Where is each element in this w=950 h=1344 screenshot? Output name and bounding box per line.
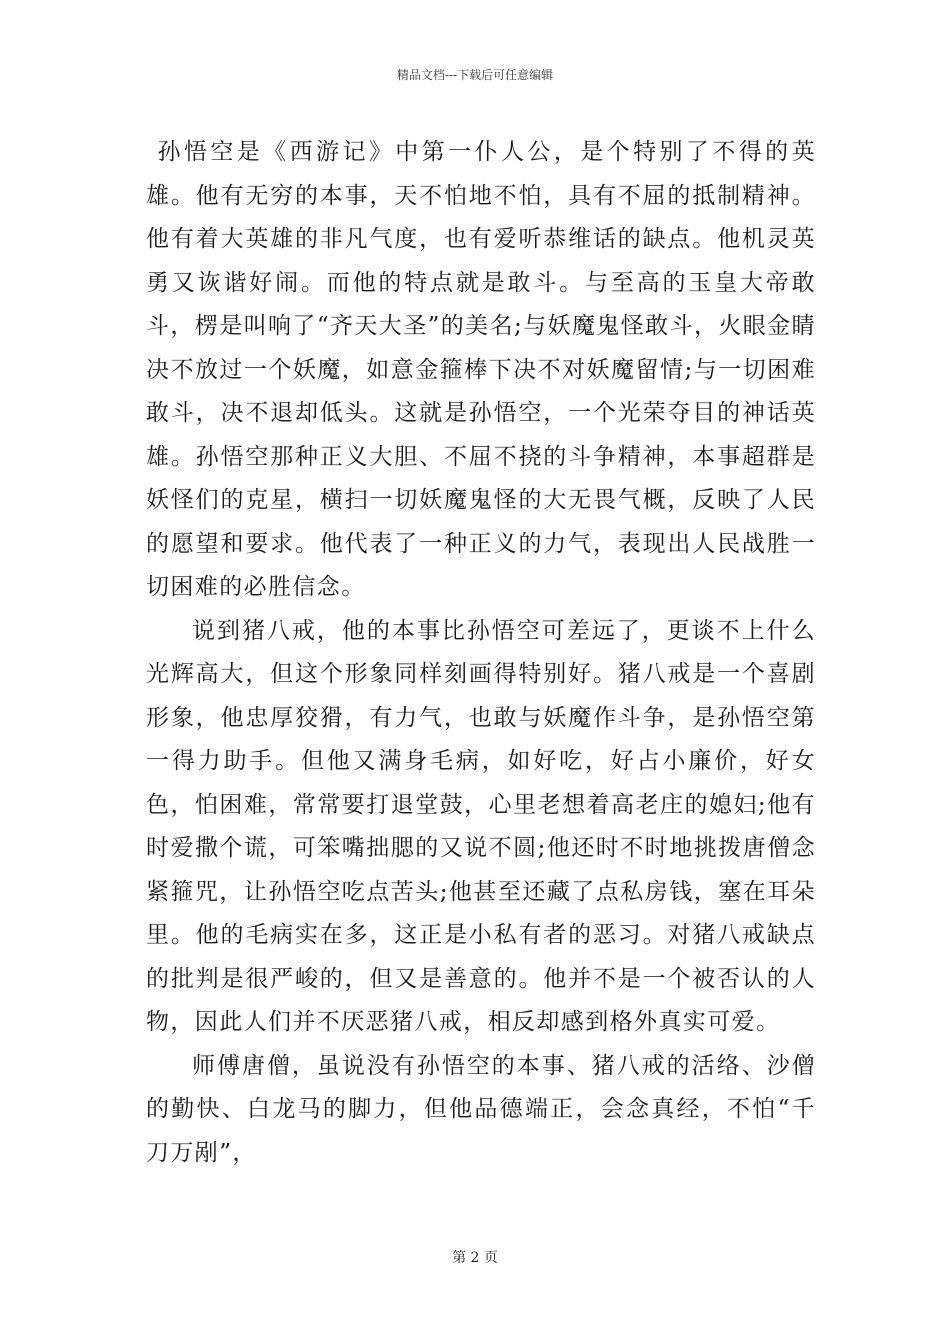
paragraph-tang-seng: 师傅唐僧，虽说没有孙悟空的本事、猪八戒的活络、沙僧的勤快、白龙马的脚力，但他品德端正，会念真经，不怕“千刀万剐”， bbox=[146, 1052, 816, 1166]
document-body bbox=[146, 131, 816, 1175]
page-number: 第 2 页 bbox=[452, 1250, 498, 1266]
paragraph-zhu-bajie: 说到猪八戒，他的本事比孙悟空可差远了，更谈不上什么光辉高大，但这个形象同样刻画得特别好。猪八戒是一个喜剧形象，他忠厚狡猾，有力气，也敢与妖魔作斗争，是孙悟空第一得力助手。但他又满身毛病，如好吃，好占小廉价，好女色，怕困难，常常要打退堂鼓，心里老想着高老庄的媳妇;他有时爱撒个谎，可笨嘴拙腮的又说不圆;他还时不时地挑拨唐僧念紧箍咒，让孙悟空吃点苦头;他甚至还藏了点私房钱，塞在耳朵里。他的毛病实在多，这正是小私有者的恶习。对猪八戒缺点的批判是很严峻的，但又是善意的。他并不是一个被否认的人物，因此人们并不厌恶猪八戒，相反却感到格外真实可爱。 bbox=[146, 617, 816, 1035]
page-header: 精品文档---下载后可任意编辑 bbox=[396, 68, 554, 82]
paragraph-sun-wukong: 孙悟空是《西游记》中第一仆人公，是个特别了不得的英雄。他有无穷的本事，天不怕地不怕，具有不屈的抵制精神。他有着大英雄的非凡气度，也有爱听恭维话的缺点。他机灵英勇又诙谐好闹。而他的特点就是敢斗。与至高的玉皇大帝敢斗，楞是叫响了“齐天大圣”的美名;与妖魔鬼怪敢斗，火眼金睛决不放过一个妖魔，如意金箍棒下决不对妖魔留情;与一切困难敢斗，决不退却低头。这就是孙悟空，一个光荣夺目的神话英雄。孙悟空那种正义大胆、不屈不挠的斗争精神，本事超群是妖怪们的克星，横扫一切妖魔鬼怪的大无畏气概，反映了人民的愿望和要求。他代表了一种正义的力气，表现出人民战胜一切困难的必胜信念。 bbox=[146, 139, 816, 600]
